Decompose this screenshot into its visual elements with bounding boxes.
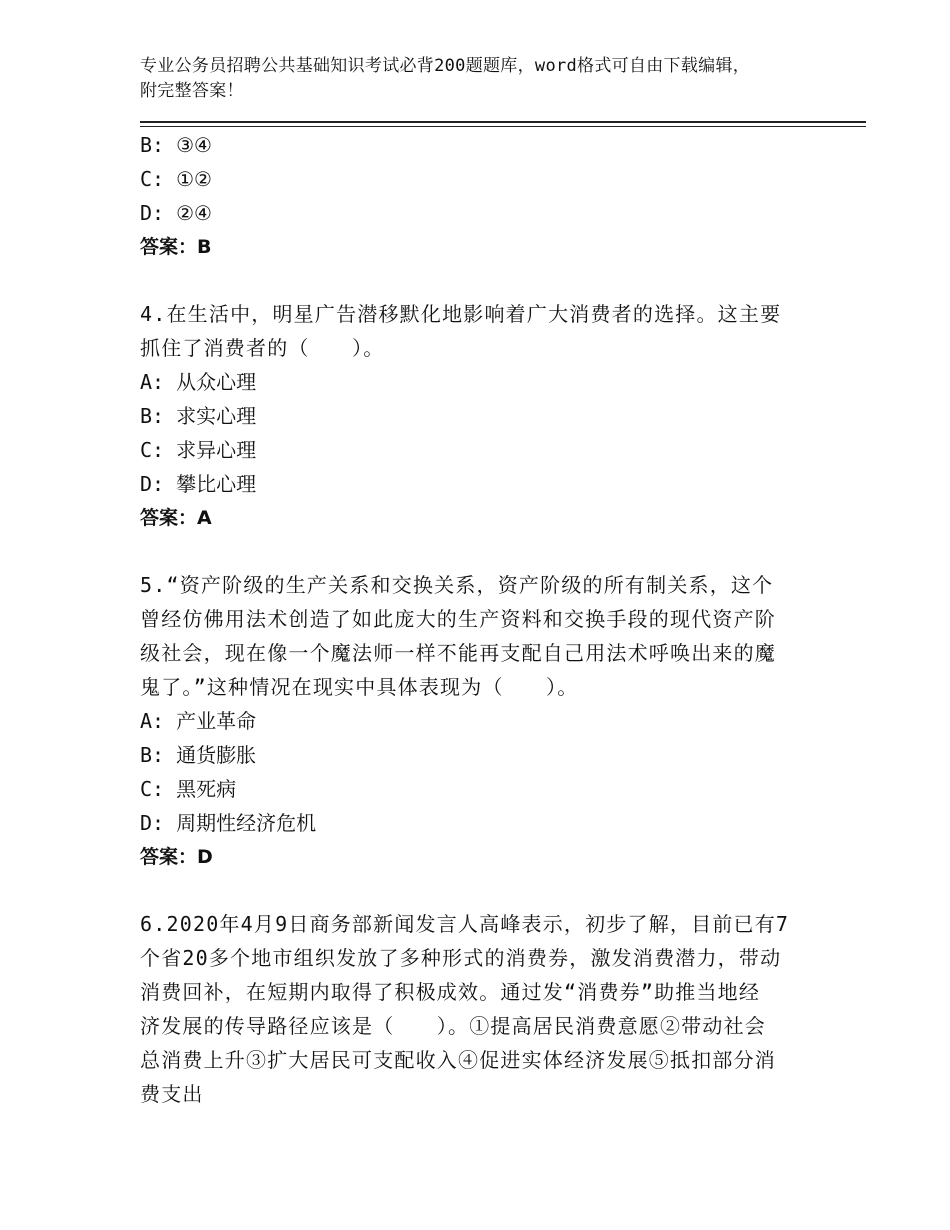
question-stem-line: 总消费上升③扩大居民可支配收入④促进实体经济发展⑤抵扣部分消: [140, 1048, 776, 1072]
option-c: C: 求异心理: [140, 438, 257, 462]
answer: 答案：D: [140, 846, 213, 868]
question-stem-line: 个省20多个地市组织发放了多种形式的消费券，激发消费潜力，带动: [140, 946, 782, 970]
question-5: [140, 568, 830, 874]
option-c: C: 黑死病: [140, 777, 237, 801]
option-d: D: 周期性经济危机: [140, 811, 317, 835]
header-rule-thin: [140, 126, 866, 127]
option-d: D: 攀比心理: [140, 472, 257, 496]
header-line-1: 专业公务员招聘公共基础知识考试必背200题题库，word格式可自由下载编辑，: [140, 56, 751, 76]
question-stem-line: 消费回补，在短期内取得了积极成效。通过发“消费券”助推当地经: [140, 980, 761, 1004]
option-b: B: 求实心理: [140, 404, 257, 428]
option-a: A: 从众心理: [140, 370, 257, 394]
option-b: B: 通货膨胀: [140, 743, 257, 767]
question-stem-line: 费支出: [140, 1082, 204, 1106]
header-rule-thick: [140, 121, 866, 123]
question-stem-line: 4.在生活中，明星广告潜移默化地影响着广大消费者的选择。这主要: [140, 302, 782, 326]
question-stem-line: 级社会，现在像一个魔法师一样不能再支配自己用法术呼唤出来的魔: [140, 641, 776, 665]
question-stem-line: 6.2020年4月9日商务部新闻发言人高峰表示，初步了解，目前已有7: [140, 912, 790, 936]
answer: 答案：B: [140, 236, 212, 258]
spacer: [140, 874, 830, 907]
option-a: A: 产业革命: [140, 709, 257, 733]
question-4: [140, 297, 830, 535]
question-3: [140, 128, 830, 264]
question-stem-line: 曾经仿佛用法术创造了如此庞大的生产资料和交换手段的现代资产阶: [140, 607, 776, 631]
question-stem-line: 鬼了。”这种情况在现实中具体表现为（ ）。: [140, 675, 579, 699]
question-6: [140, 907, 830, 1111]
spacer: [140, 535, 830, 568]
option-c: C: ①②: [140, 167, 212, 191]
answer: 答案：A: [140, 507, 212, 529]
document-content: [140, 128, 830, 1111]
spacer: [140, 264, 830, 297]
page-header: [140, 54, 830, 104]
question-stem-line: 5.“资产阶级的生产关系和交换关系，资产阶级的所有制关系，这个: [140, 573, 774, 597]
option-d: D: ②④: [140, 201, 212, 225]
question-stem-line: 抓住了消费者的（ ）。: [140, 336, 385, 360]
header-line-2: 附完整答案！: [140, 81, 244, 101]
question-stem-line: 济发展的传导路径应该是（ ）。①提高居民消费意愿②带动社会: [140, 1014, 766, 1038]
option-b: B: ③④: [140, 133, 212, 157]
